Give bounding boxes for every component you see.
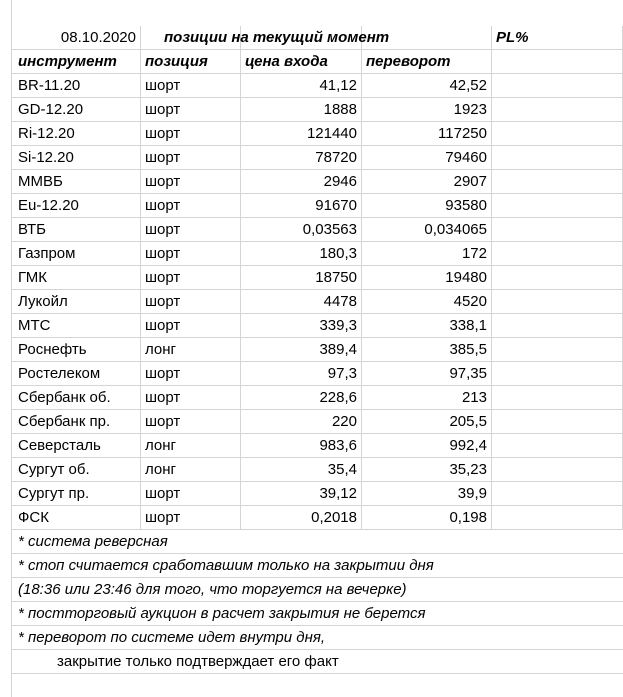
- reversal-cell[interactable]: 385,5: [362, 338, 492, 362]
- entry-price-cell[interactable]: 39,12: [241, 482, 362, 506]
- instrument-cell[interactable]: Сургут пр.: [12, 482, 141, 506]
- instrument-cell[interactable]: Северсталь: [12, 434, 141, 458]
- header-reversal[interactable]: переворот: [362, 50, 492, 74]
- pl-cell[interactable]: [492, 242, 623, 266]
- header-row: [0, 50, 623, 74]
- title-row: [0, 26, 623, 50]
- reversal-cell[interactable]: 992,4: [362, 434, 492, 458]
- entry-price-cell[interactable]: 18750: [241, 266, 362, 290]
- entry-price-cell[interactable]: 91670: [241, 194, 362, 218]
- pl-cell[interactable]: [492, 434, 623, 458]
- position-cell[interactable]: шорт: [141, 482, 241, 506]
- reversal-cell[interactable]: 19480: [362, 266, 492, 290]
- instrument-cell[interactable]: Газпром: [12, 242, 141, 266]
- table-row: [0, 242, 623, 266]
- reversal-cell[interactable]: 4520: [362, 290, 492, 314]
- pl-cell[interactable]: [492, 122, 623, 146]
- table-row: [0, 506, 623, 530]
- table-row: [0, 386, 623, 410]
- reversal-cell[interactable]: 172: [362, 242, 492, 266]
- gridline: [12, 673, 623, 674]
- reversal-cell[interactable]: 0,034065: [362, 218, 492, 242]
- entry-price-cell[interactable]: 0,03563: [241, 218, 362, 242]
- instrument-cell[interactable]: ВТБ: [12, 218, 141, 242]
- reversal-cell[interactable]: 35,23: [362, 458, 492, 482]
- table-row: [0, 266, 623, 290]
- position-cell[interactable]: шорт: [141, 170, 241, 194]
- pl-cell[interactable]: [492, 458, 623, 482]
- header-position[interactable]: позиция: [141, 50, 241, 74]
- entry-price-cell[interactable]: 1888: [241, 98, 362, 122]
- pl-cell[interactable]: [492, 506, 623, 530]
- note-line: * постторговый аукцион в расчет закрытия не берется: [18, 605, 426, 622]
- reversal-cell[interactable]: 42,52: [362, 74, 492, 98]
- pl-cell[interactable]: [492, 410, 623, 434]
- table-row: [0, 314, 623, 338]
- reversal-cell[interactable]: 97,35: [362, 362, 492, 386]
- instrument-cell[interactable]: Лукойл: [12, 290, 141, 314]
- entry-price-cell[interactable]: 2946: [241, 170, 362, 194]
- instrument-cell[interactable]: ГМК: [12, 266, 141, 290]
- position-cell[interactable]: лонг: [141, 458, 241, 482]
- pl-cell[interactable]: [492, 338, 623, 362]
- header-entry-price[interactable]: цена входа: [241, 50, 362, 74]
- table-row: [0, 482, 623, 506]
- table-row: [0, 434, 623, 458]
- table-row: [0, 146, 623, 170]
- position-cell[interactable]: шорт: [141, 266, 241, 290]
- reversal-cell[interactable]: 338,1: [362, 314, 492, 338]
- instrument-cell[interactable]: Сбербанк об.: [12, 386, 141, 410]
- pl-cell[interactable]: [492, 482, 623, 506]
- entry-price-cell[interactable]: 228,6: [241, 386, 362, 410]
- table-row: [0, 194, 623, 218]
- pl-cell[interactable]: [492, 386, 623, 410]
- position-cell[interactable]: лонг: [141, 338, 241, 362]
- position-cell[interactable]: шорт: [141, 506, 241, 530]
- position-cell[interactable]: шорт: [141, 122, 241, 146]
- instrument-cell[interactable]: ФСК: [12, 506, 141, 530]
- position-cell[interactable]: шорт: [141, 290, 241, 314]
- entry-price-cell[interactable]: 41,12: [241, 74, 362, 98]
- position-cell[interactable]: шорт: [141, 98, 241, 122]
- reversal-cell[interactable]: 117250: [362, 122, 492, 146]
- pl-cell[interactable]: [492, 362, 623, 386]
- reversal-cell[interactable]: 79460: [362, 146, 492, 170]
- note-line: * переворот по системе идет внутри дня,: [18, 629, 326, 646]
- note-line: закрытие только подтверждает его факт: [57, 653, 339, 670]
- position-cell[interactable]: шорт: [141, 242, 241, 266]
- note-line: * стоп считается сработавшим только на закрытии дня: [18, 557, 434, 574]
- header-instrument[interactable]: инструмент: [12, 50, 141, 74]
- pl-cell[interactable]: [492, 98, 623, 122]
- table-row: [0, 362, 623, 386]
- pl-cell[interactable]: [492, 266, 623, 290]
- instrument-cell[interactable]: GD-12.20: [12, 98, 141, 122]
- table-row: [0, 338, 623, 362]
- instrument-cell[interactable]: Ri-12.20: [12, 122, 141, 146]
- entry-price-cell[interactable]: 389,4: [241, 338, 362, 362]
- position-cell[interactable]: шорт: [141, 386, 241, 410]
- position-cell[interactable]: шорт: [141, 410, 241, 434]
- entry-price-cell[interactable]: 180,3: [241, 242, 362, 266]
- pl-cell[interactable]: [492, 314, 623, 338]
- position-cell[interactable]: лонг: [141, 434, 241, 458]
- position-cell[interactable]: шорт: [141, 362, 241, 386]
- pl-cell[interactable]: [492, 290, 623, 314]
- pl-header-cell[interactable]: PL%: [492, 26, 623, 50]
- position-cell[interactable]: шорт: [141, 146, 241, 170]
- instrument-cell[interactable]: Ростелеком: [12, 362, 141, 386]
- reversal-cell[interactable]: 205,5: [362, 410, 492, 434]
- note-line: * система реверсная: [18, 533, 168, 550]
- instrument-cell[interactable]: Сургут об.: [12, 458, 141, 482]
- instrument-cell[interactable]: BR-11.20: [12, 74, 141, 98]
- note-line: (18:36 или 23:46 для того, что торгуется на вечерке): [18, 581, 407, 598]
- table-row: [0, 74, 623, 98]
- instrument-cell[interactable]: ММВБ: [12, 170, 141, 194]
- instrument-cell[interactable]: Eu-12.20: [12, 194, 141, 218]
- header-pl-empty[interactable]: [492, 50, 623, 74]
- instrument-cell[interactable]: Сбербанк пр.: [12, 410, 141, 434]
- table-row: [0, 218, 623, 242]
- entry-price-cell[interactable]: 78720: [241, 146, 362, 170]
- entry-price-cell[interactable]: 983,6: [241, 434, 362, 458]
- instrument-cell[interactable]: Роснефть: [12, 338, 141, 362]
- position-cell[interactable]: шорт: [141, 218, 241, 242]
- reversal-cell[interactable]: 1923: [362, 98, 492, 122]
- reversal-cell[interactable]: 93580: [362, 194, 492, 218]
- pl-cell[interactable]: [492, 194, 623, 218]
- table-row: [0, 458, 623, 482]
- reversal-cell[interactable]: 2907: [362, 170, 492, 194]
- table-row: [0, 98, 623, 122]
- entry-price-cell[interactable]: 97,3: [241, 362, 362, 386]
- table-row: [0, 170, 623, 194]
- entry-price-cell[interactable]: 4478: [241, 290, 362, 314]
- entry-price-cell[interactable]: 220: [241, 410, 362, 434]
- pl-cell[interactable]: [492, 218, 623, 242]
- reversal-cell[interactable]: 39,9: [362, 482, 492, 506]
- position-cell[interactable]: шорт: [141, 74, 241, 98]
- reversal-cell[interactable]: 0,198: [362, 506, 492, 530]
- date-cell[interactable]: 08.10.2020: [12, 26, 141, 50]
- position-cell[interactable]: шорт: [141, 194, 241, 218]
- entry-price-cell[interactable]: 339,3: [241, 314, 362, 338]
- pl-cell[interactable]: [492, 146, 623, 170]
- table-row: [0, 122, 623, 146]
- instrument-cell[interactable]: МТС: [12, 314, 141, 338]
- entry-price-cell[interactable]: 35,4: [241, 458, 362, 482]
- entry-price-cell[interactable]: 0,2018: [241, 506, 362, 530]
- instrument-cell[interactable]: Si-12.20: [12, 146, 141, 170]
- pl-cell[interactable]: [492, 74, 623, 98]
- pl-cell[interactable]: [492, 170, 623, 194]
- entry-price-cell[interactable]: 121440: [241, 122, 362, 146]
- positions-title: позиции на текущий момент: [164, 29, 390, 46]
- reversal-cell[interactable]: 213: [362, 386, 492, 410]
- table-row: [0, 410, 623, 434]
- position-cell[interactable]: шорт: [141, 314, 241, 338]
- table-row: [0, 290, 623, 314]
